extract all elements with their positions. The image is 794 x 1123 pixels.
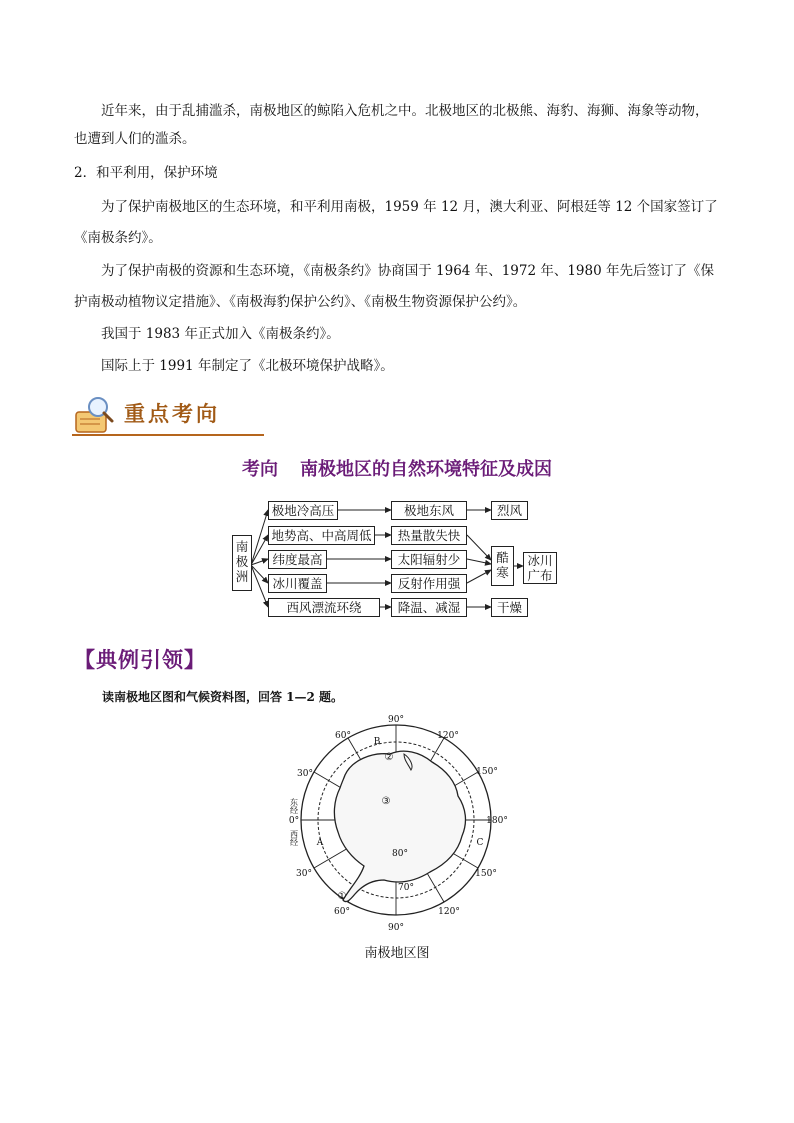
example-intro: 读南极地区图和气候资料图，回答 1—2 题。	[102, 690, 344, 704]
flow-root-antarctica: 南极洲	[232, 535, 252, 591]
flow-mech-polar-easterlies: 极地东风	[391, 501, 467, 520]
flow-cause-polar-high: 极地冷高压	[268, 501, 338, 520]
map-label-A: A	[316, 838, 324, 848]
map-label-west-longitude: 西经	[289, 830, 299, 846]
flow-mech-less-radiation: 太阳辐射少	[391, 550, 467, 569]
section-prefix: 考向	[242, 459, 278, 480]
map-caption: 南极地区图	[364, 946, 430, 961]
map-label-C: C	[476, 838, 484, 848]
flow-mech-heat-loss: 热量散失快	[391, 526, 467, 545]
map-marker-1: ①	[337, 891, 347, 902]
heading-2: 2．和平利用，保护环境	[74, 165, 218, 181]
map-label-lat-80: 80°	[392, 849, 408, 859]
paragraph-4: 我国于 1983 年正式加入《南极条约》。	[101, 326, 340, 342]
map-label-30-top: 30°	[297, 769, 313, 779]
flow-result-strong-wind: 烈风	[491, 501, 528, 520]
flow-result-glaciers: 冰川广布	[523, 552, 557, 584]
paragraph-1-line-1: 近年来，由于乱捕滥杀，南极地区的鲸陷入危机之中。北极地区的北极熊、海豹、海狮、海象等动物，	[101, 103, 709, 119]
paragraph-3-line-1: 为了保护南极的资源和生态环境，《南极条约》协商国于 1964 年、1972 年、1980 年先后签订了《保	[101, 263, 714, 279]
paragraph-2-line-2: 《南极条约》。	[74, 230, 162, 246]
map-label-120-top: 120°	[437, 731, 459, 741]
antarctica-map	[290, 712, 510, 934]
flow-cause-latitude: 纬度最高	[268, 550, 327, 569]
map-label-60-top: 60°	[335, 731, 351, 741]
section-heading: 南极地区的自然环境特征及成因	[300, 459, 552, 480]
map-label-120-bottom: 120°	[438, 907, 460, 917]
flow-result-dry: 干燥	[491, 598, 528, 617]
map-label-150-top: 150°	[476, 767, 498, 777]
map-label-lat-70: 70°	[398, 883, 414, 893]
flow-cause-west-wind-drift: 西风漂流环绕	[268, 598, 380, 617]
map-antarctica-coastline	[334, 751, 465, 901]
map-label-east-longitude: 东经	[289, 798, 299, 814]
map-label-90-bottom: 90°	[388, 923, 404, 933]
map-label-30-bottom: 30°	[296, 869, 312, 879]
flow-cause-terrain: 地势高、中高周低	[268, 526, 375, 545]
map-label-150-bottom: 150°	[475, 869, 497, 879]
flow-mech-strong-reflection: 反射作用强	[391, 574, 467, 593]
example-title: 【典例引领】	[74, 647, 206, 672]
flow-cause-glacier: 冰川覆盖	[268, 574, 327, 593]
map-label-60-bottom: 60°	[334, 907, 350, 917]
paragraph-2-line-1: 为了保护南极地区的生态环境，和平利用南极，1959 年 12 月，澳大利亚、阿根廷等 12 个国家签订了	[101, 199, 718, 215]
map-label-90-top: 90°	[388, 715, 404, 725]
map-label-B: B	[373, 737, 381, 747]
banner-title: 重点考向	[124, 402, 220, 426]
map-marker-3: ③	[381, 796, 391, 807]
paragraph-5: 国际上于 1991 年制定了《北极环境保护战略》。	[101, 358, 394, 374]
flow-mech-cool-dry: 降温、减湿	[391, 598, 467, 617]
flow-result-severe-cold: 酷寒	[491, 546, 514, 586]
map-label-180: 180°	[486, 816, 508, 826]
paragraph-1-line-2: 也遭到人们的滥杀。	[74, 131, 196, 147]
paragraph-3-line-2: 护南极动植物议定措施》、《南极海豹保护公约》、《南极生物资源保护公约》。	[74, 294, 527, 310]
map-marker-2: ②	[384, 752, 394, 763]
map-label-0: 0°	[288, 816, 300, 826]
